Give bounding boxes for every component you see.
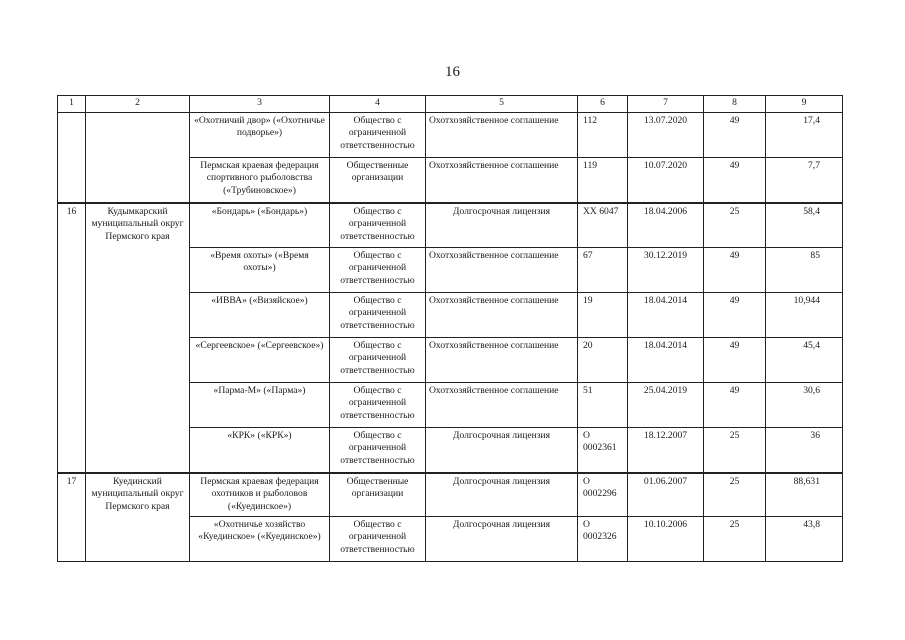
hunting-ground-name: «Сергеевское» («Сергеевское»): [190, 338, 330, 383]
hunting-ground-name: «Охотничий двор» («Охотничье подворье»): [190, 113, 330, 158]
header-col-4: 4: [330, 96, 426, 113]
document-date: 30.12.2019: [628, 248, 704, 293]
agreement-type: Охотхозяйственное соглашение: [426, 248, 578, 293]
header-col-1: 1: [58, 96, 86, 113]
document-date: 18.12.2007: [628, 428, 704, 474]
header-col-2: 2: [86, 96, 190, 113]
document-date: 01.06.2007: [628, 473, 704, 517]
area-value: 36: [766, 428, 843, 474]
agreement-type: Охотхозяйственное соглашение: [426, 338, 578, 383]
hunting-ground-name: «КРК» («КРК»): [190, 428, 330, 474]
term-years: 49: [704, 248, 766, 293]
agreement-type: Охотхозяйственное соглашение: [426, 158, 578, 204]
entity-type: Общественные организации: [330, 158, 426, 204]
row-number: 16: [58, 203, 86, 473]
table-row: [58, 473, 843, 517]
hunting-ground-name: Пермская краевая федерация спортивного рыболовства («Трубиновское»): [190, 158, 330, 204]
term-years: 49: [704, 158, 766, 204]
area-value: 10,944: [766, 293, 843, 338]
header-col-5: 5: [426, 96, 578, 113]
term-years: 25: [704, 517, 766, 562]
entity-type: Общество с ограниченной ответственностью: [330, 113, 426, 158]
district-name: Куединский муниципальный округ Пермского края: [86, 473, 190, 562]
term-years: 49: [704, 383, 766, 428]
district-name: Кудымкарский муниципальный округ Пермского края: [86, 203, 190, 473]
agreement-type: Долгосрочная лицензия: [426, 473, 578, 517]
document-number: 67: [578, 248, 628, 293]
document-number: 19: [578, 293, 628, 338]
agreement-type: Охотхозяйственное соглашение: [426, 113, 578, 158]
entity-type: Общество с ограниченной ответственностью: [330, 428, 426, 474]
document-date: 10.07.2020: [628, 158, 704, 204]
hunting-ground-name: «Бондарь» («Бондарь»): [190, 203, 330, 248]
agreement-type: Охотхозяйственное соглашение: [426, 293, 578, 338]
document-number: 112: [578, 113, 628, 158]
term-years: 25: [704, 428, 766, 474]
document-number: О 0002361: [578, 428, 628, 474]
document-number: 119: [578, 158, 628, 204]
document-date: 18.04.2014: [628, 293, 704, 338]
row-number: 17: [58, 473, 86, 562]
document-date: 10.10.2006: [628, 517, 704, 562]
term-years: 25: [704, 203, 766, 248]
hunting-ground-name: «Время охоты» («Время охоты»): [190, 248, 330, 293]
header-row: [58, 96, 843, 113]
header-col-3: 3: [190, 96, 330, 113]
area-value: 88,631: [766, 473, 843, 517]
hunting-ground-name: Пермская краевая федерация охотников и рыболовов («Куединское»): [190, 473, 330, 517]
document-number: ХХ 6047: [578, 203, 628, 248]
area-value: 7,7: [766, 158, 843, 204]
area-value: 58,4: [766, 203, 843, 248]
document-date: 18.04.2006: [628, 203, 704, 248]
page-number: 16: [445, 64, 460, 80]
hunting-ground-name: «ИВВА» («Визяйское»): [190, 293, 330, 338]
document-date: 13.07.2020: [628, 113, 704, 158]
term-years: 25: [704, 473, 766, 517]
district-name: [86, 113, 190, 204]
agreement-type: Охотхозяйственное соглашение: [426, 383, 578, 428]
hunting-grounds-table: [57, 95, 843, 562]
agreement-type: Долгосрочная лицензия: [426, 203, 578, 248]
table-row: [58, 113, 843, 158]
entity-type: Общество с ограниченной ответственностью: [330, 203, 426, 248]
row-number: [58, 113, 86, 204]
hunting-ground-name: «Охотничье хозяйство «Куединское» («Куединское»): [190, 517, 330, 562]
entity-type: Общество с ограниченной ответственностью: [330, 248, 426, 293]
header-col-7: 7: [628, 96, 704, 113]
entity-type: Общество с ограниченной ответственностью: [330, 383, 426, 428]
document-number: О 0002326: [578, 517, 628, 562]
entity-type: Общество с ограниченной ответственностью: [330, 338, 426, 383]
header-col-8: 8: [704, 96, 766, 113]
area-value: 17,4: [766, 113, 843, 158]
hunting-ground-name: «Парма-М» («Парма»): [190, 383, 330, 428]
agreement-type: Долгосрочная лицензия: [426, 428, 578, 474]
header-col-6: 6: [578, 96, 628, 113]
entity-type: Общество с ограниченной ответственностью: [330, 293, 426, 338]
table-row: [58, 203, 843, 248]
area-value: 45,4: [766, 338, 843, 383]
term-years: 49: [704, 113, 766, 158]
term-years: 49: [704, 338, 766, 383]
entity-type: Общество с ограниченной ответственностью: [330, 517, 426, 562]
agreement-type: Долгосрочная лицензия: [426, 517, 578, 562]
document-number: О 0002296: [578, 473, 628, 517]
entity-type: Общественные организации: [330, 473, 426, 517]
area-value: 43,8: [766, 517, 843, 562]
document-number: 51: [578, 383, 628, 428]
area-value: 85: [766, 248, 843, 293]
area-value: 30,6: [766, 383, 843, 428]
document-date: 18.04.2014: [628, 338, 704, 383]
document-number: 20: [578, 338, 628, 383]
term-years: 49: [704, 293, 766, 338]
document-date: 25.04.2019: [628, 383, 704, 428]
header-col-9: 9: [766, 96, 843, 113]
